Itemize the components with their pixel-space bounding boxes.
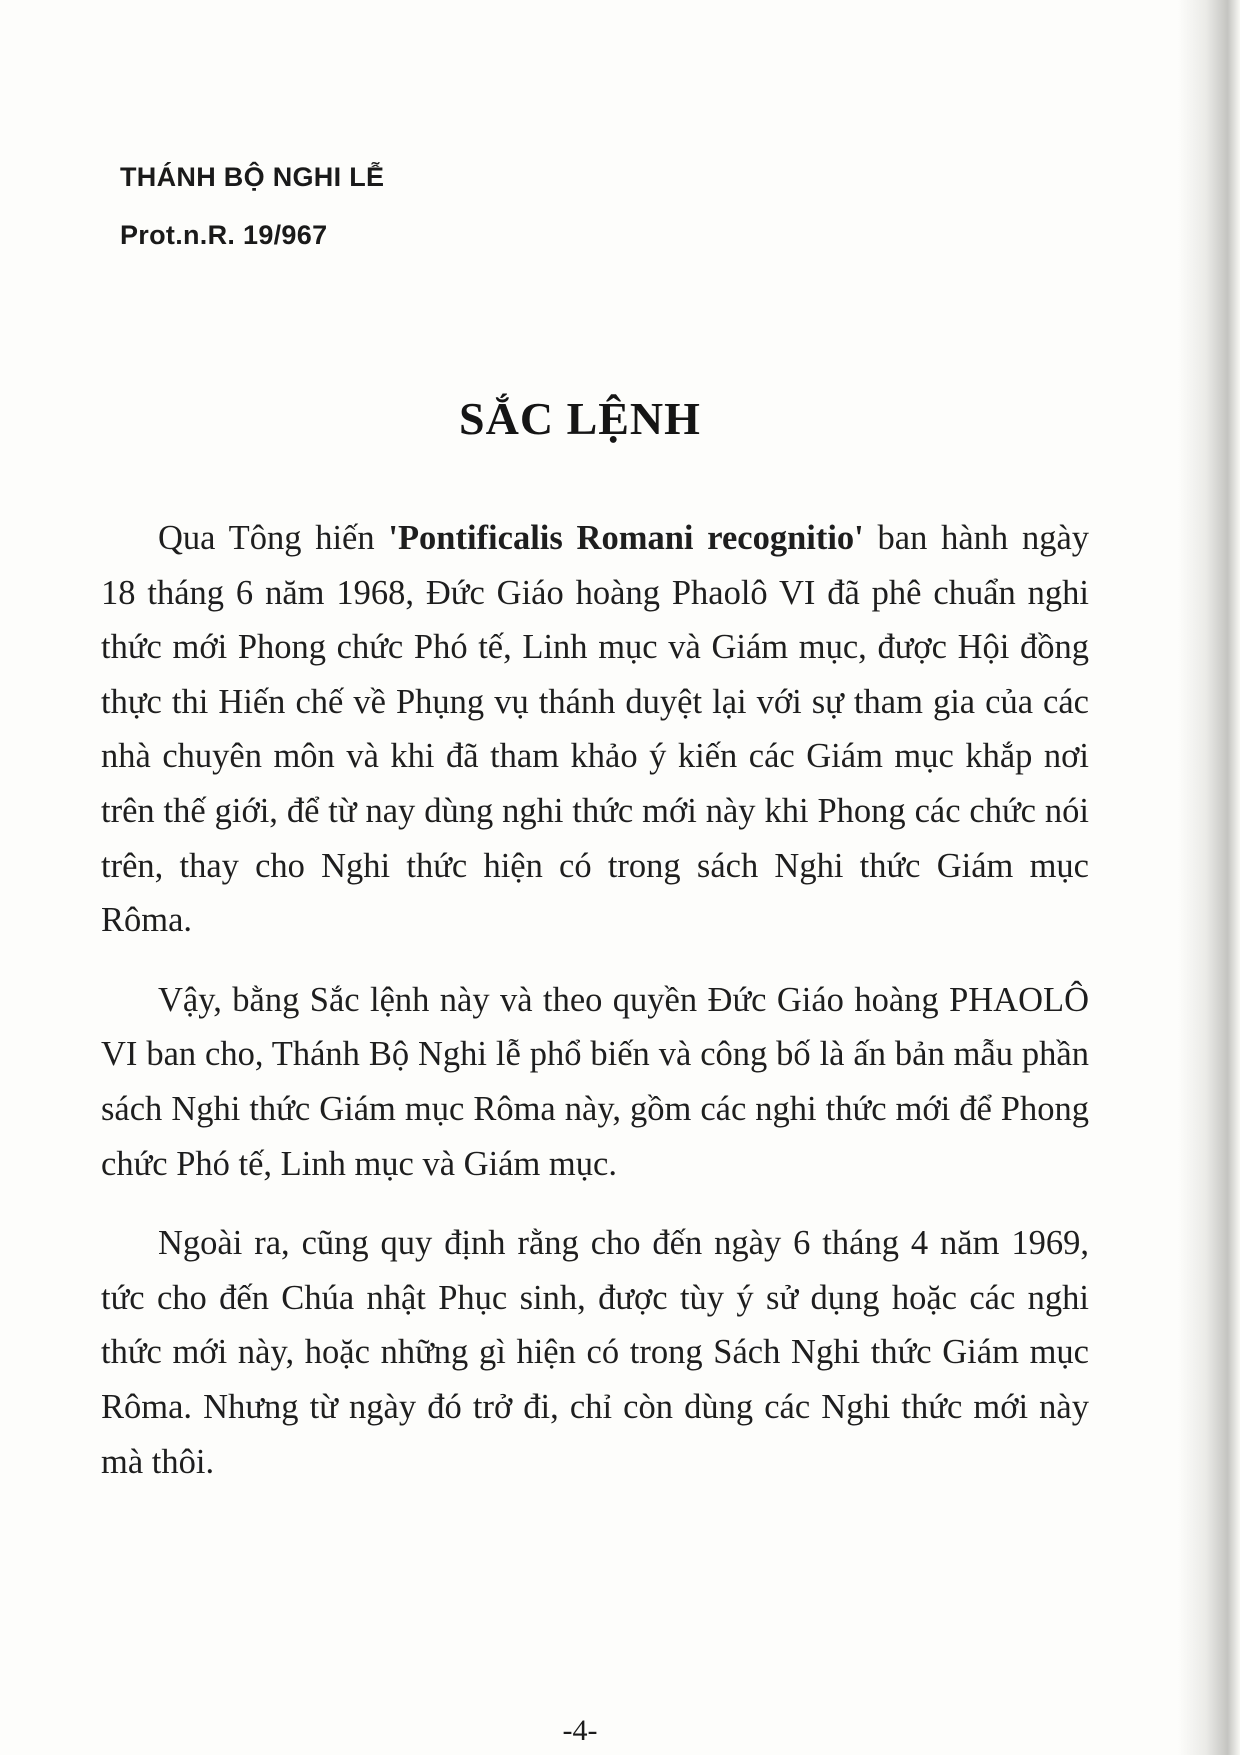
paragraph-2: Vậy, bằng Sắc lệnh này và theo quyền Đức Giáo hoàng PHAOLÔ VI ban cho, Thánh Bộ Nghi lễ phổ biến và công bố là ấn bản mẫu phần sách Nghi thức Giám mục Rôma này, gồm các nghi thức mới để Phong chức Phó tế, Linh mục và Giám mục.: [101, 980, 1089, 1183]
page-edge-shadow: [1178, 0, 1240, 1755]
department-name: THÁNH BỘ NGHI LỄ: [120, 162, 385, 192]
document-header: [120, 148, 384, 264]
document-body: [101, 511, 1089, 1514]
constitution-title: 'Pontificalis Romani recognitio': [388, 519, 864, 557]
page-number: -4-: [562, 1714, 598, 1747]
paragraph-3: Ngoài ra, cũng quy định rằng cho đến ngày 6 tháng 4 năm 1969, tức cho đến Chúa nhật Phục sinh, được tùy ý sử dụng hoặc các nghi thức mới này, hoặc những gì hiện có trong Sách Nghi thức Giám mục Rôma. Nhưng từ ngày đó trở đi, chỉ còn dùng các Nghi thức mới này mà thôi.: [101, 1224, 1089, 1481]
protocol-number: Prot.n.R. 19/967: [120, 220, 328, 250]
paragraph-1-lead: Qua Tông hiến: [158, 519, 389, 557]
page-title: SẮC LỆNH: [459, 393, 701, 444]
paragraph-1: [101, 511, 1089, 948]
paragraph-1-rest: ban hành ngày 18 tháng 6 năm 1968, Đức Giáo hoàng Phaolô VI đã phê chuẩn nghi thức mới Phong chức Phó tế, Linh mục và Giám mục, được Hội đồng thực thi Hiến chế về Phụng vụ thánh duyệt lại với sự tham gia của các nhà chuyên môn và khi đã tham khảo ý kiến các Giám mục khắp nơi trên thế giới, để từ nay dùng nghi thức mới này khi Phong các chức nói trên, thay cho Nghi thức hiện có trong sách Nghi thức Giám mục Rôma.: [101, 519, 1090, 940]
